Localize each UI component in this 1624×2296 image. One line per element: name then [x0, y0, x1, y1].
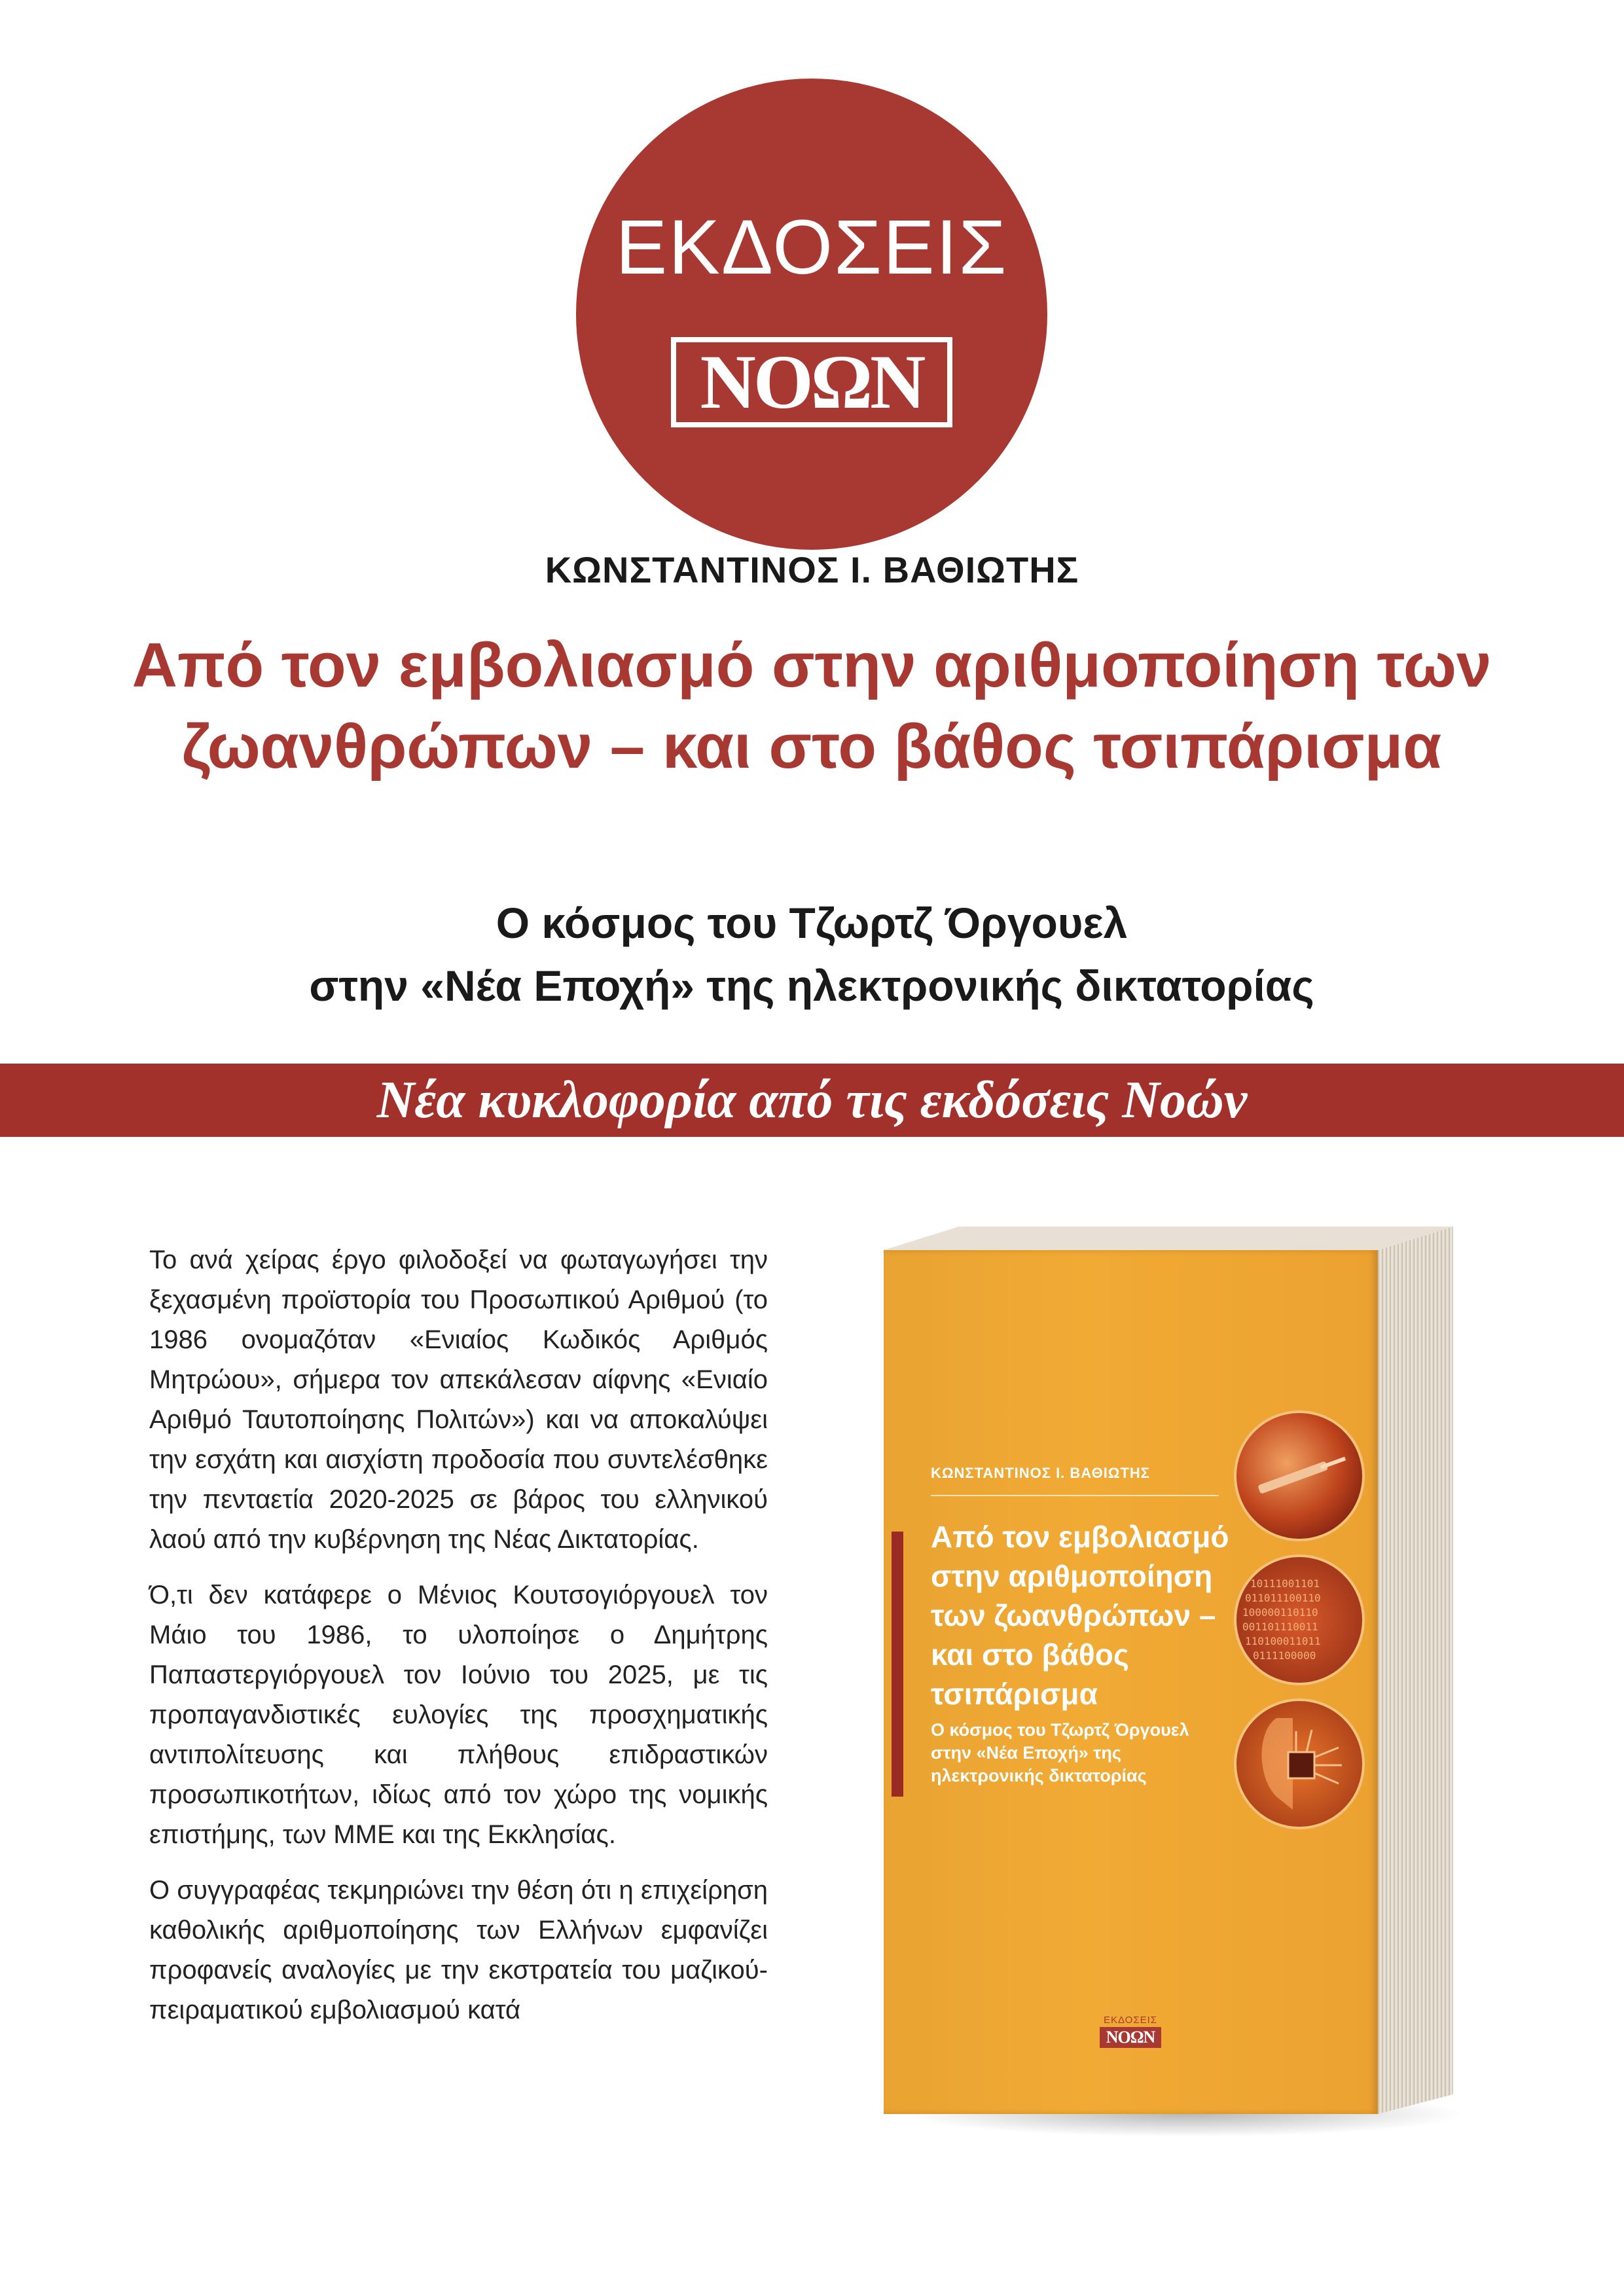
logo-wordmark: ΝΟΩΝ — [700, 339, 924, 425]
svg-text:011011100110: 011011100110 — [1245, 1592, 1321, 1604]
book-front-cover — [884, 1250, 1378, 2114]
book-cover-mockup — [884, 1224, 1460, 2134]
new-release-banner — [0, 1064, 1624, 1137]
description-paragraph-2: Ό,τι δεν κατάφερε ο Μένιος Κουτσογιόργουελ τον Μάιο του 1986, το υλοποίησε ο Δημήτρης Παπαστεργιόργουελ τον Ιούνιο του 2025, με τις προπαγανδιστικές ευλογίες της προσχηματικής αντιπολίτευσης και πλήθους επιδραστικών προσωπικοτήτων, ιδίως από τον χώρο της νομικής επιστήμης, των ΜΜΕ και της Εκκλησίας. — [149, 1581, 768, 1849]
description-paragraph-3: Ο συγγραφέας τεκμηριώνει την θέση ότι η επιχείρηση καθολικής αριθμοποίησης των Ελλήνων εμφανίζει προφανείς αναλογίες με την εκστρατεία του μαζικού-πειραματικού εμβολιασμού κατά — [149, 1876, 768, 2024]
book-title-line-1: Από τον εμβολιασμό στην αριθμοποίηση των — [132, 630, 1492, 700]
book-subtitle-line-1: Ο κόσμος του Τζωρτζ Όργουελ — [496, 899, 1128, 947]
book-title-line-2: ζωανθρώπων – και στο βάθος τσιπάρισμα — [181, 711, 1442, 781]
book-subtitle-line-2: στην «Νέα Εποχή» της ηλεκτρονικής δικτατορίας — [309, 961, 1314, 1010]
cover-logo-top-text: ΕΚΔΟΣΕΙΣ — [1103, 2015, 1158, 2026]
svg-text:001101110011: 001101110011 — [1242, 1621, 1318, 1633]
book-subtitle — [98, 891, 1525, 1017]
binary-code-image — [1235, 1556, 1363, 1684]
book-title — [98, 625, 1525, 787]
cover-divider — [931, 1495, 1219, 1496]
syringe-image — [1235, 1412, 1363, 1540]
cover-logo-wordmark: ΝΟΩΝ — [1100, 2027, 1161, 2048]
svg-text:110100011011: 110100011011 — [1245, 1635, 1321, 1647]
author-name: ΚΩΝΣΤΑΝΤΙΝΟΣ Ι. ΒΑΘΙΩΤΗΣ — [545, 549, 1079, 590]
chip-brain-image — [1235, 1700, 1363, 1828]
svg-text:10111001101: 10111001101 — [1250, 1577, 1320, 1590]
description-text — [149, 1240, 768, 2046]
description-paragraph-1: Το ανά χείρας έργο φιλοδοξεί να φωταγωγήσει την ξεχασμένη προϊστορία του Προσωπικού Αριθμού (το 1986 ονομαζόταν «Ενιαίος Κωδικός Αριθμός Μητρώου», σήμερα τον απεκάλεσαν αίφνης «Ενιαίο Αριθμό Ταυτοποίησης Πολιτών») και να αποκαλύψει την εσχάτη και αισχίστη προδοσία που συντελέσθηκε την πενταετία 2020-2025 σε βάρος του ελληνικού λαού από την κυβέρνηση της Νέας Δικτατορίας. — [149, 1246, 768, 1554]
publisher-logo — [576, 79, 1047, 550]
svg-text:0111100000: 0111100000 — [1253, 1649, 1316, 1662]
cover-author: ΚΩΝΣΤΑΝΤΙΝΟΣ Ι. ΒΑΘΙΩΤΗΣ — [931, 1465, 1150, 1481]
banner-text: Νέα κυκλοφορία από τις εκδόσεις Νοών — [376, 1071, 1248, 1129]
cover-publisher-logo — [1092, 2015, 1169, 2054]
cover-images — [1231, 1410, 1368, 1829]
cover-title: Από τον εμβολιασμό στην αριθμοποίηση των ζωανθρώπων – και στο βάθος τσιπάρισμα — [931, 1520, 1229, 1711]
logo-top-text: ΕΚΔΟΣΕΙΣ — [615, 204, 1008, 291]
cover-subtitle: Ο κόσμος του Τζωρτζ Όργουελ στην «Νέα Εποχή» της ηλεκτρονικής δικτατορίας — [931, 1720, 1189, 1785]
cover-accent-bar — [892, 1532, 903, 1797]
logo-wordmark-box — [671, 337, 952, 427]
svg-text:100000110110: 100000110110 — [1242, 1606, 1318, 1619]
